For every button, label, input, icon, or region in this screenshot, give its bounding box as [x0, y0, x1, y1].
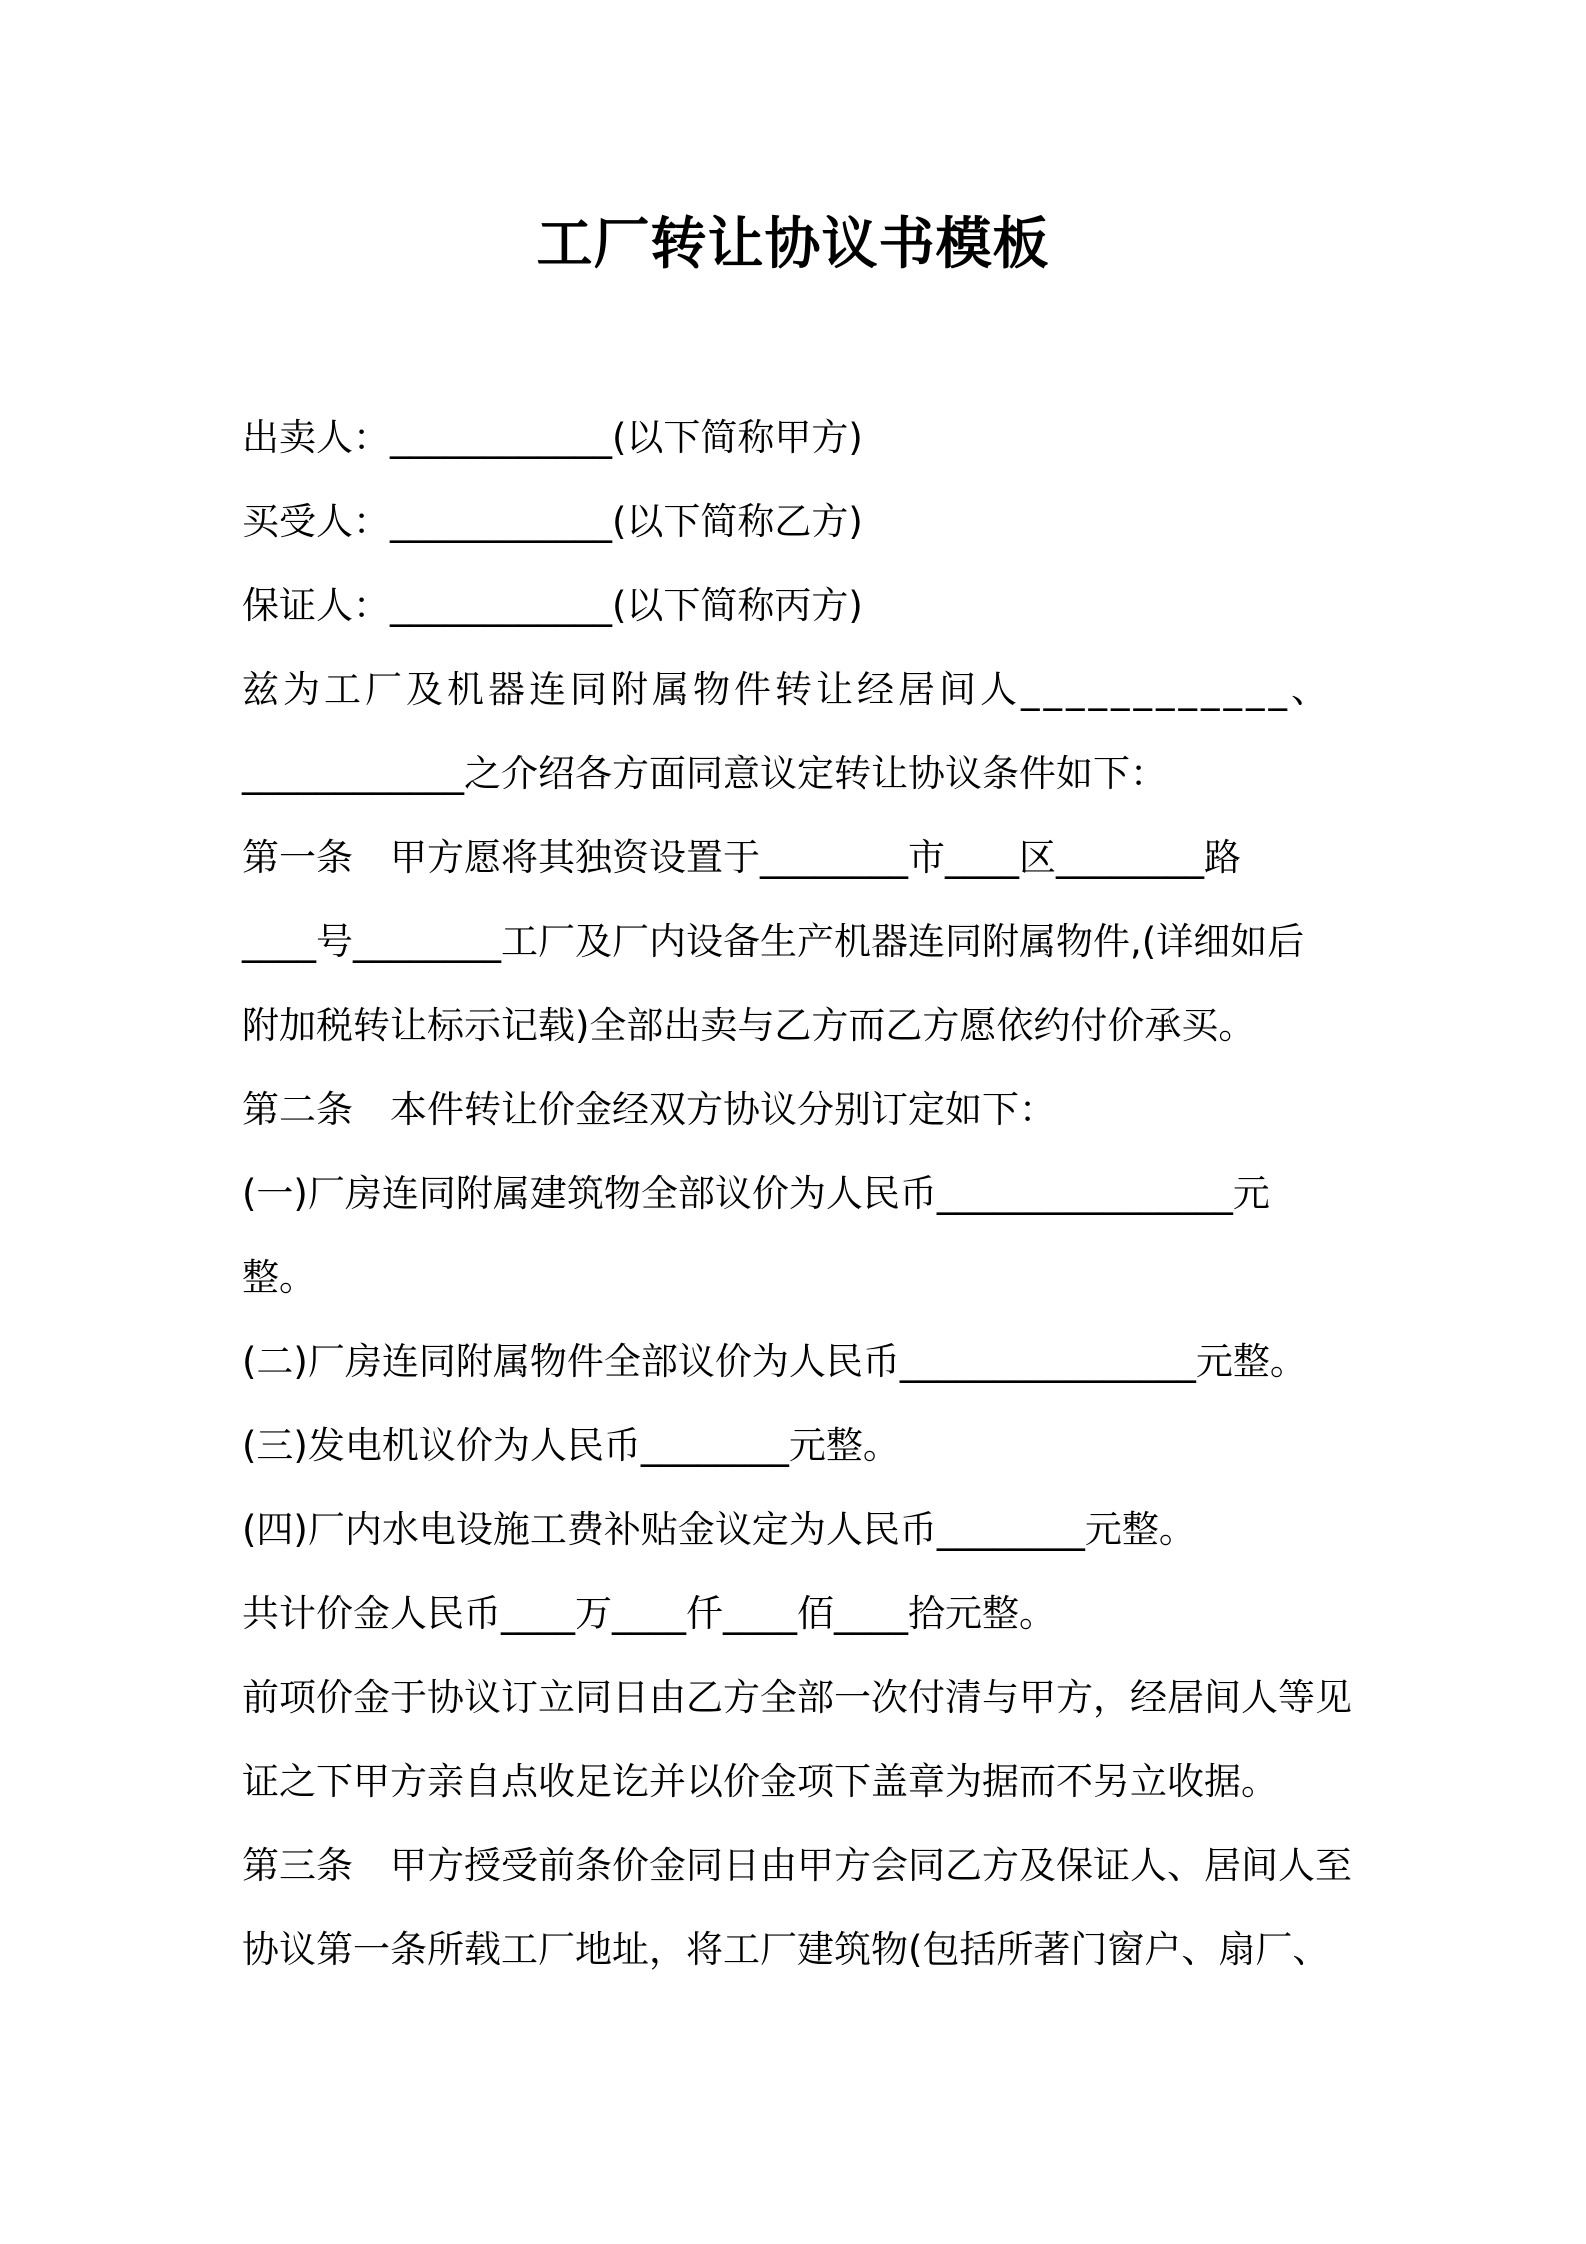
price-item-4: (四)厂内水电设施工费补贴金议定为人民币________元整。	[242, 1508, 1196, 1551]
document-title: 工厂转让协议书模板	[536, 212, 1050, 277]
article-1-line-3: 附加税转让标示记载)全部出卖与乙方而乙方愿依约付价承买。	[242, 1004, 1256, 1047]
seller-line: 出卖人：____________(以下简称甲方)	[242, 416, 863, 459]
intro-line-2: ____________之介绍各方面同意议定转让协议条件如下：	[242, 752, 1167, 795]
intro-line-1: 兹为工厂及机器连同附属物件转让经居间人____________、	[242, 668, 1332, 711]
article-1-line-2: ____号________工厂及厂内设备生产机器连同附属物件,(详细如后	[242, 920, 1305, 963]
article-2-line-1: 第二条 本件转让价金经双方协议分别订定如下：	[242, 1088, 1056, 1131]
price-total: 共计价金人民币____万____仟____佰____拾元整。	[242, 1592, 1056, 1635]
price-item-1-line-2: 整。	[242, 1256, 316, 1299]
article-3-line-1: 第三条 甲方授受前条价金同日由甲方会同乙方及保证人、居间人至	[242, 1844, 1352, 1887]
price-item-3: (三)发电机议价为人民币________元整。	[242, 1424, 900, 1467]
document-body	[242, 396, 1352, 1992]
payment-line-2: 证之下甲方亲自点收足讫并以价金项下盖章为据而不另立收据。	[242, 1760, 1278, 1803]
article-1-line-1: 第一条 甲方愿将其独资设置于________市____区________路	[242, 836, 1241, 879]
article-3-line-2: 协议第一条所载工厂地址，将工厂建筑物(包括所著门窗户、扇厂、	[242, 1928, 1330, 1971]
price-item-1-line-1: (一)厂房连同附属建筑物全部议价为人民币________________元	[242, 1172, 1270, 1215]
price-item-2: (二)厂房连同附属物件全部议价为人民币________________元整。	[242, 1340, 1307, 1383]
buyer-line: 买受人：____________(以下简称乙方)	[242, 500, 863, 543]
payment-line-1: 前项价金于协议订立同日由乙方全部一次付清与甲方，经居间人等见	[242, 1676, 1352, 1719]
guarantor-line: 保证人：____________(以下简称丙方)	[242, 584, 863, 627]
